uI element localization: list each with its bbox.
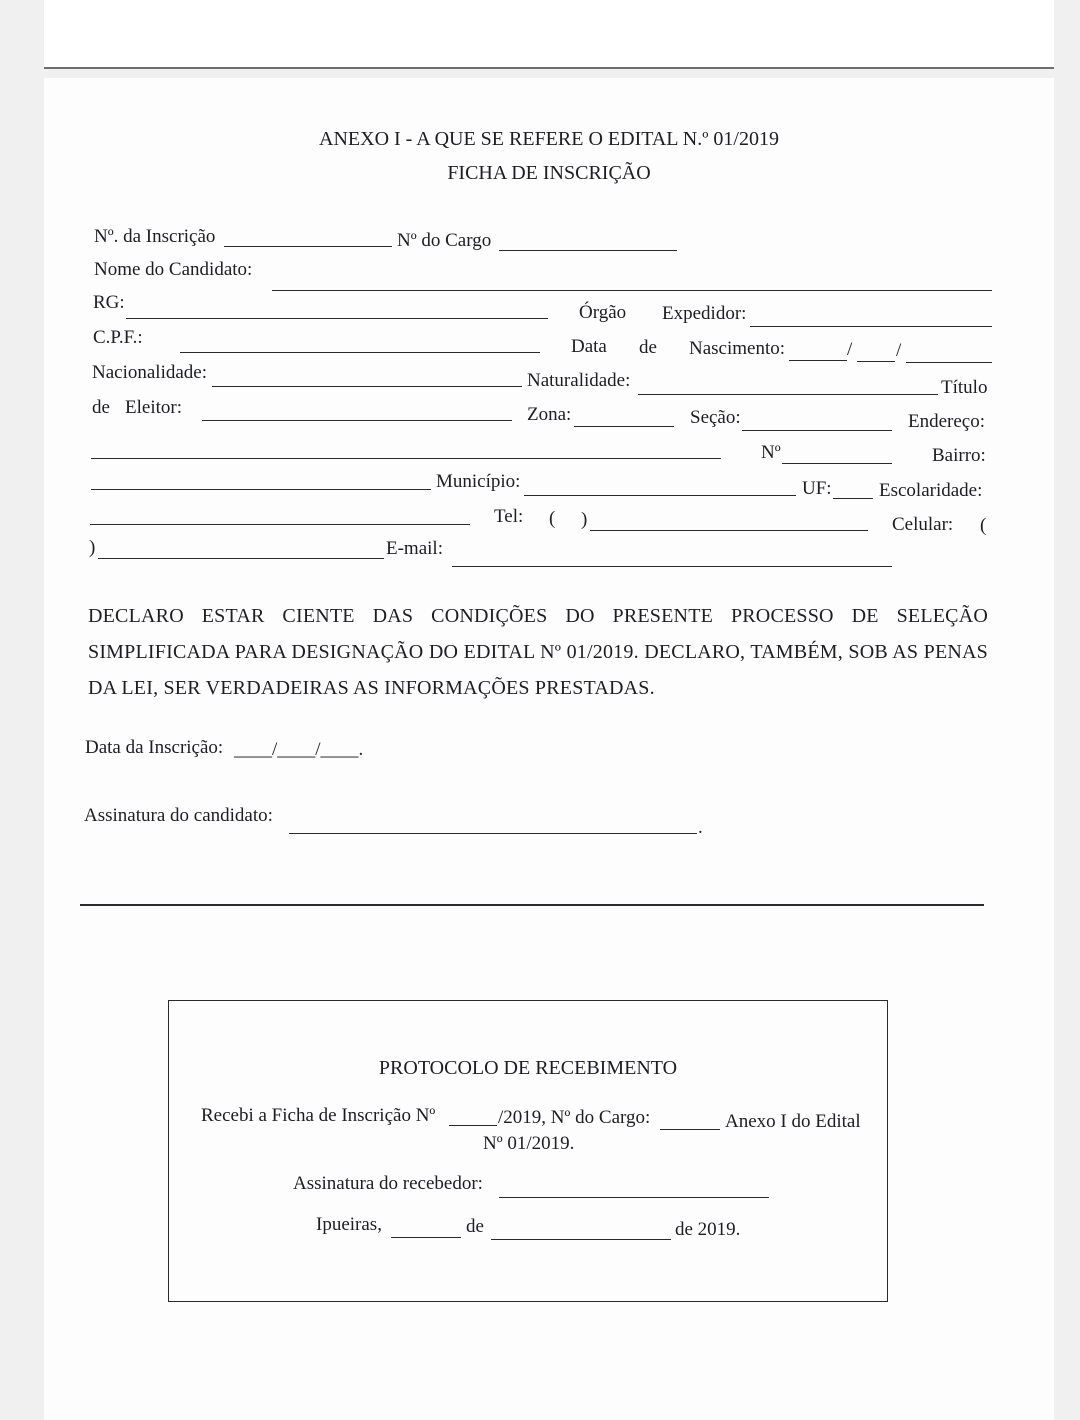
assinatura-field[interactable] (289, 833, 697, 834)
naturalidade-field[interactable] (638, 394, 938, 395)
rg-label: RG: (93, 292, 125, 313)
titulo-label: Título (941, 377, 988, 398)
protocol-year-label: de 2019. (675, 1219, 741, 1240)
celular-paren-close: ) (89, 537, 96, 558)
protocol-line2: Nº 01/2019. (483, 1133, 575, 1154)
naturalidade-label: Naturalidade: (527, 370, 631, 391)
assinatura-end: . (698, 817, 703, 838)
de-label: de (639, 337, 657, 358)
tel-paren-open: ( (549, 508, 556, 529)
data-inscricao-label: Data da Inscrição: (85, 737, 224, 758)
celular-label: Celular: (892, 514, 954, 535)
data-inscricao-field[interactable]: ____/____/____. (234, 739, 364, 760)
recebedor-field[interactable] (499, 1197, 769, 1198)
cut-separator-line (80, 904, 984, 906)
titulo-eleitor-field[interactable] (202, 420, 512, 421)
protocol-line1-b: /2019, Nº do Cargo: (498, 1107, 651, 1128)
protocol-de-label: de (466, 1216, 484, 1237)
protocol-city: Ipueiras, (316, 1214, 382, 1235)
numero-label: Nº (761, 442, 781, 463)
assinatura-label: Assinatura do candidato: (84, 805, 273, 826)
expedidor-label: Expedidor: (662, 303, 747, 324)
inscricao-field[interactable] (224, 246, 392, 247)
de-eleitor-prefix: de (92, 397, 110, 418)
nascimento-day-field[interactable] (789, 360, 847, 361)
protocol-title: PROTOCOLO DE RECEBIMENTO (378, 1057, 678, 1079)
date-slash-1: / (847, 339, 853, 360)
data-label: Data (571, 336, 607, 357)
nascimento-month-field[interactable] (857, 361, 895, 362)
cargo-field[interactable] (499, 250, 677, 251)
cpf-field[interactable] (180, 352, 540, 353)
protocol-month-field[interactable] (491, 1239, 671, 1240)
uf-field[interactable] (833, 498, 873, 499)
protocol-line1-a: Recebi a Ficha de Inscrição Nº (201, 1105, 436, 1126)
municipio-field[interactable] (524, 495, 796, 496)
nacionalidade-label: Nacionalidade: (92, 362, 208, 383)
email-label: E-mail: (386, 538, 443, 559)
date-slash-2: / (896, 340, 902, 361)
municipio-label: Município: (436, 471, 521, 492)
nome-label: Nome do Candidato: (94, 259, 253, 280)
email-field[interactable] (452, 566, 892, 567)
uf-label: UF: (802, 478, 832, 499)
protocol-day-field[interactable] (391, 1237, 461, 1238)
nascimento-label: Nascimento: (689, 338, 786, 359)
nascimento-year-field[interactable] (906, 362, 992, 363)
declaration-text: DECLARO ESTAR CIENTE DAS CONDIÇÕES DO PRESENTE PROCESSO DE SELEÇÃO SIMPLIFICADA PARA DESIGNAÇÃO DO EDITAL Nº 01/2019. DECLARO, TAMBÉM, SOB AS PENAS DA LEI, SER VERDADEIRAS AS INFORMAÇÕES PRESTADAS. (88, 605, 988, 699)
nome-field[interactable] (272, 290, 992, 291)
protocol-box (168, 1000, 888, 1302)
cargo-label: Nº do Cargo (397, 230, 492, 251)
orgao-label: Órgão (579, 302, 627, 323)
tel-paren-close: ) (581, 509, 588, 530)
protocol-line1-c: Anexo I do Edital (725, 1111, 861, 1132)
zona-field[interactable] (574, 426, 674, 427)
secao-label: Seção: (690, 407, 741, 428)
escolaridade-field[interactable] (90, 524, 470, 525)
top-page-edge (44, 0, 1054, 67)
expedidor-field[interactable] (750, 326, 992, 327)
eleitor-label: Eleitor: (125, 397, 182, 418)
endereco-field[interactable] (91, 458, 721, 459)
bairro-label: Bairro: (932, 445, 986, 466)
endereco-label: Endereço: (908, 411, 986, 432)
rg-field[interactable] (126, 318, 548, 319)
document-title: ANEXO I - A QUE SE REFERE O EDITAL N.º 01/2019 (319, 128, 779, 150)
page-divider (44, 67, 1054, 69)
escolaridade-label: Escolaridade: (879, 480, 983, 501)
nacionalidade-field[interactable] (212, 386, 522, 387)
protocol-inscricao-field[interactable] (449, 1125, 497, 1126)
document-page (44, 78, 1054, 1420)
secao-field[interactable] (742, 430, 892, 431)
tel-label: Tel: (494, 506, 524, 527)
celular-field[interactable] (98, 558, 384, 559)
celular-paren-open: ( (980, 515, 987, 536)
bairro-field[interactable] (91, 489, 431, 490)
form-title: FICHA DE INSCRIÇÃO (447, 162, 651, 184)
numero-field[interactable] (782, 463, 892, 464)
inscricao-label: Nº. da Inscrição (94, 226, 216, 247)
cpf-label: C.P.F.: (93, 327, 143, 348)
recebedor-label: Assinatura do recebedor: (293, 1173, 483, 1194)
tel-field[interactable] (590, 530, 868, 531)
zona-label: Zona: (527, 404, 572, 425)
protocol-cargo-field[interactable] (660, 1129, 720, 1130)
